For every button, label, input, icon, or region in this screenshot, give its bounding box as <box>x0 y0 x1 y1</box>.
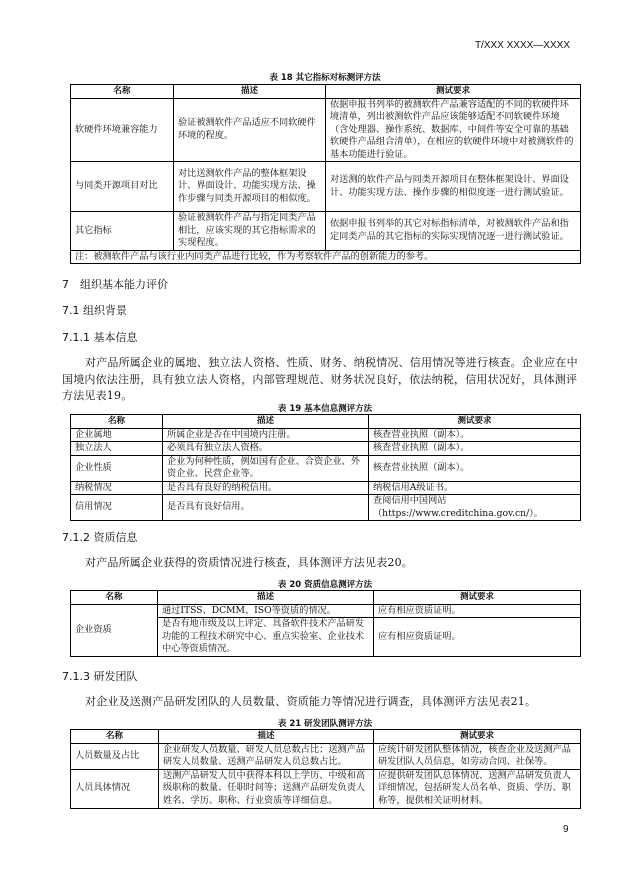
description-cell: 是否具有良好信用。 <box>163 495 369 521</box>
column-header: 名称 <box>71 591 158 605</box>
table-20 <box>70 590 581 657</box>
paragraph-7-1-2: 对产品所属企业获得的资质情况进行核查，具体测评方法见表20。 <box>85 556 413 569</box>
table-21 <box>70 729 581 809</box>
name-cell: 企业性质 <box>71 455 163 481</box>
requirement-cell: 纳税信用A级证书。 <box>369 481 581 495</box>
table-19-caption: 表 19 基本信息测评方法 <box>277 404 373 414</box>
table-row <box>71 743 581 769</box>
name-cell: 企业资质 <box>71 604 158 657</box>
header-row <box>71 85 581 99</box>
section-7-1-1-heading: 7.1.1 基本信息 <box>62 331 138 344</box>
column-header: 名称 <box>71 730 159 744</box>
header-row <box>71 591 581 605</box>
table-row <box>71 604 581 618</box>
requirement-cell: 核查营业执照（副本）。 <box>369 428 581 442</box>
column-header: 名称 <box>71 85 174 99</box>
requirement-cell: 依据申报书列举的其它对标指标清单，对被测软件产品和指定同类产品的其它指标的实际实现情况逐一进行测试验证。 <box>326 212 581 251</box>
requirement-cell: 对送测的软件产品与同类开源项目在整体框架设计、界面设计、功能实现方法、操作步骤的相似度逐一进行测试验证。 <box>326 162 581 212</box>
description-cell: 必须具有独立法人资格。 <box>163 442 369 456</box>
table-row <box>71 428 581 442</box>
name-cell: 信用情况 <box>71 495 163 521</box>
paragraph-7-1-1: 对产品所属企业的属地、独立法人资格、性质、财务、纳税情况、信用情况等进行核查。企业应在中国境内依法注册，具有独立法人资格，内部管理规范、财务状况良好，依法纳税，信用状况好，具体测评方法见表19。 <box>62 356 578 402</box>
standard-number: T/XXX XXXX—XXXX <box>474 40 570 51</box>
section-7-1-heading: 7.1 组织背景 <box>62 304 127 317</box>
description-cell: 是否有地市级及以上评定、具备软件技术产品研发功能的工程技术研究中心、重点实验室、企业技术中心等资质情况。 <box>158 618 374 657</box>
requirement-cell: 应有相应资质证明。 <box>374 604 581 618</box>
name-cell: 独立法人 <box>71 442 163 456</box>
column-header: 测试要求 <box>326 85 581 99</box>
table-19 <box>70 414 581 521</box>
requirement-cell: 应统计研发团队整体情况，核查企业及送测产品研发团队人员信息，如劳动合同、社保等。 <box>374 743 581 769</box>
column-header: 描述 <box>159 730 374 744</box>
paragraph-7-1-3: 对企业及送测产品研发团队的人员数量、资质能力等情况进行调查，具体测评方法见表21。 <box>85 695 537 708</box>
page-number: 9 <box>563 824 569 835</box>
table-18 <box>70 84 581 264</box>
name-cell: 纳税情况 <box>71 481 163 495</box>
column-header: 测试要求 <box>374 730 581 744</box>
description-cell: 通过ITSS、DCMM、ISO等资质的情况。 <box>158 604 374 618</box>
requirement-cell: 查阅信用中国网站（https://www.creditchina.gov.cn/）。 <box>369 495 581 521</box>
name-cell: 与同类开源项目对比 <box>71 162 174 212</box>
column-header: 测试要求 <box>374 591 581 605</box>
header-row <box>71 415 581 429</box>
column-header: 描述 <box>163 415 369 429</box>
table-row <box>71 769 581 808</box>
table-21-caption: 表 21 研发团队测评方法 <box>277 719 373 729</box>
requirement-cell: 应提供研发团队总体情况、送测产品研发负责人详细情况，包括研发人员名单、资质、学历、职称等，提供相关证明材料。 <box>374 769 581 808</box>
note-row <box>71 250 581 264</box>
requirement-cell: 应有相应资质证明。 <box>374 618 581 657</box>
requirement-cell: 核查营业执照（副本）。 <box>369 442 581 456</box>
description-cell: 验证被测软件产品适应不同软硬件环境的程度。 <box>174 98 326 162</box>
section-7-1-3-heading: 7.1.3 研发团队 <box>62 670 138 683</box>
description-cell: 所属企业是否在中国境内注册。 <box>163 428 369 442</box>
table-18-caption: 表 18 其它指标对标测评方法 <box>269 73 381 83</box>
table-row <box>71 98 581 162</box>
name-cell: 人员数量及占比 <box>71 743 159 769</box>
table-note: 注：被测软件产品与该行业内同类产品进行比较，作为考察软件产品的创新能力的参考。 <box>71 250 581 264</box>
description-cell: 企业为何种性质，例如国有企业、合资企业、外资企业、民营企业等。 <box>163 455 369 481</box>
requirement-cell: 核查营业执照（副本）。 <box>369 455 581 481</box>
table-20-caption: 表 20 资质信息测评方法 <box>277 580 373 590</box>
column-header: 名称 <box>71 415 163 429</box>
column-header: 测试要求 <box>369 415 581 429</box>
table-row <box>71 212 581 251</box>
table-row <box>71 495 581 521</box>
section-7-1-2-heading: 7.1.2 资质信息 <box>62 531 138 544</box>
column-header: 描述 <box>174 85 326 99</box>
name-cell: 其它指标 <box>71 212 174 251</box>
table-row <box>71 455 581 481</box>
table-row <box>71 442 581 456</box>
name-cell: 人员具体情况 <box>71 769 159 808</box>
table-row <box>71 481 581 495</box>
description-cell: 是否具有良好的纳税信用。 <box>163 481 369 495</box>
section-7-heading: 7 组织基本能力评价 <box>62 278 168 291</box>
name-cell: 软硬件环境兼容能力 <box>71 98 174 162</box>
name-cell: 企业属地 <box>71 428 163 442</box>
column-header: 描述 <box>158 591 374 605</box>
header-row <box>71 730 581 744</box>
table-row <box>71 162 581 212</box>
description-cell: 送测产品研发人员中获得本科以上学历、中级和高级职称的数量、任职时间等；送测产品研发负责人姓名、学历、职称、行业资质等详细信息。 <box>159 769 374 808</box>
description-cell: 验证被测软件产品与指定同类产品相比，应该实现的其它指标需求的实现程度。 <box>174 212 326 251</box>
requirement-cell: 依据申报书列举的被测软件产品兼容适配的不同的软硬件环境清单，列出被测软件产品应该能够适配不同软硬件环境（含处理器、操作系统、数据库、中间件等安全可靠的基础软硬件产品组合清单），在相应的软硬件环境中对被测软件的基本功能进行验证。 <box>326 98 581 162</box>
description-cell: 企业研发人员数量、研发人员总数占比；送测产品研发人员数量、送测产品研发人员总数占比。 <box>159 743 374 769</box>
description-cell: 对比送测软件产品的整体框架设计、界面设计、功能实现方法、操作步骤与同类开源项目的相似度。 <box>174 162 326 212</box>
